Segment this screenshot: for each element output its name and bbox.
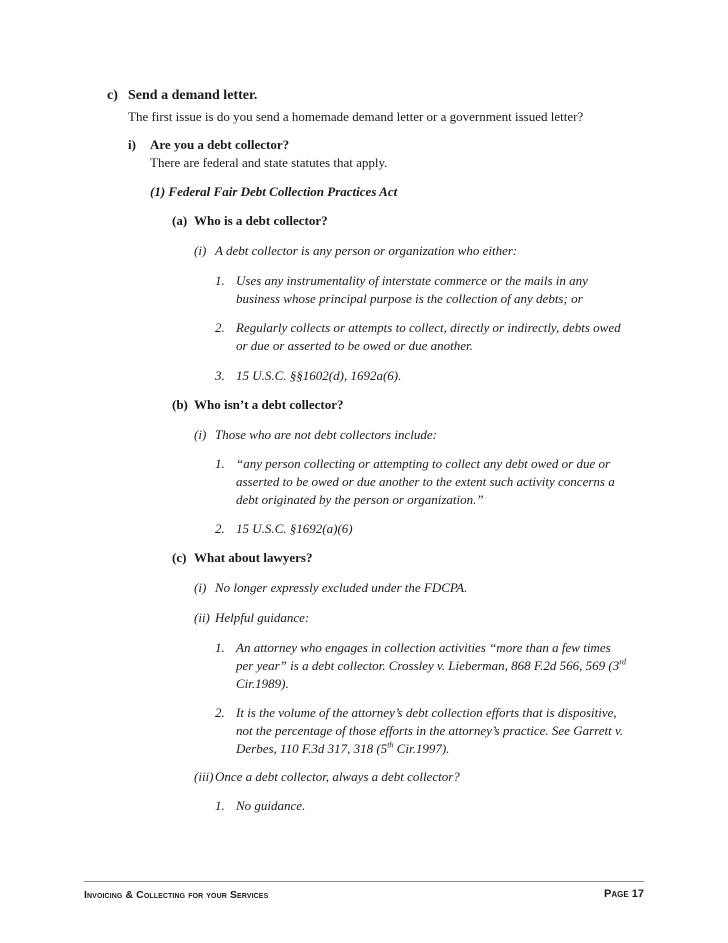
act-heading: (1) Federal Fair Debt Collection Practices Act: [150, 184, 398, 199]
list-item-line: Regularly collects or attempts to collect, directly or indirectly, debts owed: [236, 320, 621, 335]
list-item-line: Cir.1989).: [236, 676, 289, 691]
part-a-i-text: A debt collector is any person or organization who either:: [215, 243, 518, 258]
part-c-ii-marker: (ii): [194, 610, 210, 625]
part-b-marker: (b): [172, 397, 188, 412]
section-intro: The first issue is do you send a homemade demand letter or a government issued letter?: [128, 109, 584, 124]
citation-text: Derbes, 110 F.3d 317, 318 (5: [236, 741, 388, 756]
list-number: 3.: [215, 368, 225, 383]
list-number: 1.: [215, 273, 225, 288]
part-a-i-marker: (i): [194, 243, 207, 258]
subsection-heading: Are you a debt collector?: [150, 137, 290, 152]
section-marker: c): [107, 88, 118, 103]
list-item-line: No guidance.: [236, 798, 306, 813]
list-item-line: It is the volume of the attorney’s debt collection efforts that is dispositive,: [236, 705, 617, 720]
part-a-marker: (a): [172, 213, 188, 228]
list-number: 1.: [215, 640, 225, 655]
list-item-line: business whose principal purpose is the collection of any debts; or: [236, 291, 583, 306]
footer-divider: [84, 881, 644, 882]
list-number: 2.: [215, 705, 225, 720]
list-item-line: “any person collecting or attempting to collect any debt owed or due or: [236, 456, 611, 471]
part-c-heading: What about lawyers?: [194, 550, 313, 565]
footer-title: Invoicing & Collecting for your Services: [84, 889, 269, 901]
list-number: 2.: [215, 521, 225, 536]
part-c-ii-text: Helpful guidance:: [215, 610, 310, 625]
list-item-line: Uses any instrumentality of interstate commerce or the mails in any: [236, 273, 588, 288]
part-a-heading: Who is a debt collector?: [194, 213, 328, 228]
list-item-line: not the percentage of those efforts in the attorney’s practice. See Garrett v.: [236, 723, 624, 738]
citation-text: Cir.1997).: [393, 741, 450, 756]
list-item-line: 15 U.S.C. §1692(a)(6): [236, 521, 353, 536]
part-c-iii-text: Once a debt collector, always a debt collector?: [215, 769, 460, 784]
list-number: 2.: [215, 320, 225, 335]
part-c-marker: (c): [172, 550, 187, 565]
part-c-i-marker: (i): [194, 580, 207, 595]
list-item-line: asserted to be owed or due another to the extent such activity concerns a: [236, 474, 615, 489]
part-c-i-text: No longer expressly excluded under the FDCPA.: [215, 580, 468, 595]
part-b-i-marker: (i): [194, 427, 207, 442]
page-number: Page 17: [604, 888, 644, 900]
part-b-heading: Who isn’t a debt collector?: [194, 397, 344, 412]
part-b-i-text: Those who are not debt collectors include:: [215, 427, 437, 442]
citation-text: per year” is a debt collector. Crossley v. Lieberman, 868 F.2d 566, 569 (3: [236, 658, 620, 673]
list-number: 1.: [215, 798, 225, 813]
list-item-line: [236, 658, 626, 673]
list-number: 1.: [215, 456, 225, 471]
ordinal-suffix: rd: [619, 657, 627, 667]
list-item-line: 15 U.S.C. §§1602(d), 1692a(6).: [236, 368, 402, 383]
section-heading: Send a demand letter.: [128, 88, 258, 103]
list-item-line: or due or asserted to be owed or due another.: [236, 338, 473, 353]
list-item-line: debt originated by the person or organization.”: [236, 492, 484, 507]
part-c-iii-marker: (iii): [194, 769, 214, 784]
list-item-line: An attorney who engages in collection activities “more than a few times: [236, 640, 611, 655]
ordinal-suffix: th: [387, 740, 394, 750]
subsection-marker: i): [128, 137, 136, 152]
list-item-line: [236, 741, 449, 756]
subsection-text: There are federal and state statutes that apply.: [150, 155, 388, 170]
